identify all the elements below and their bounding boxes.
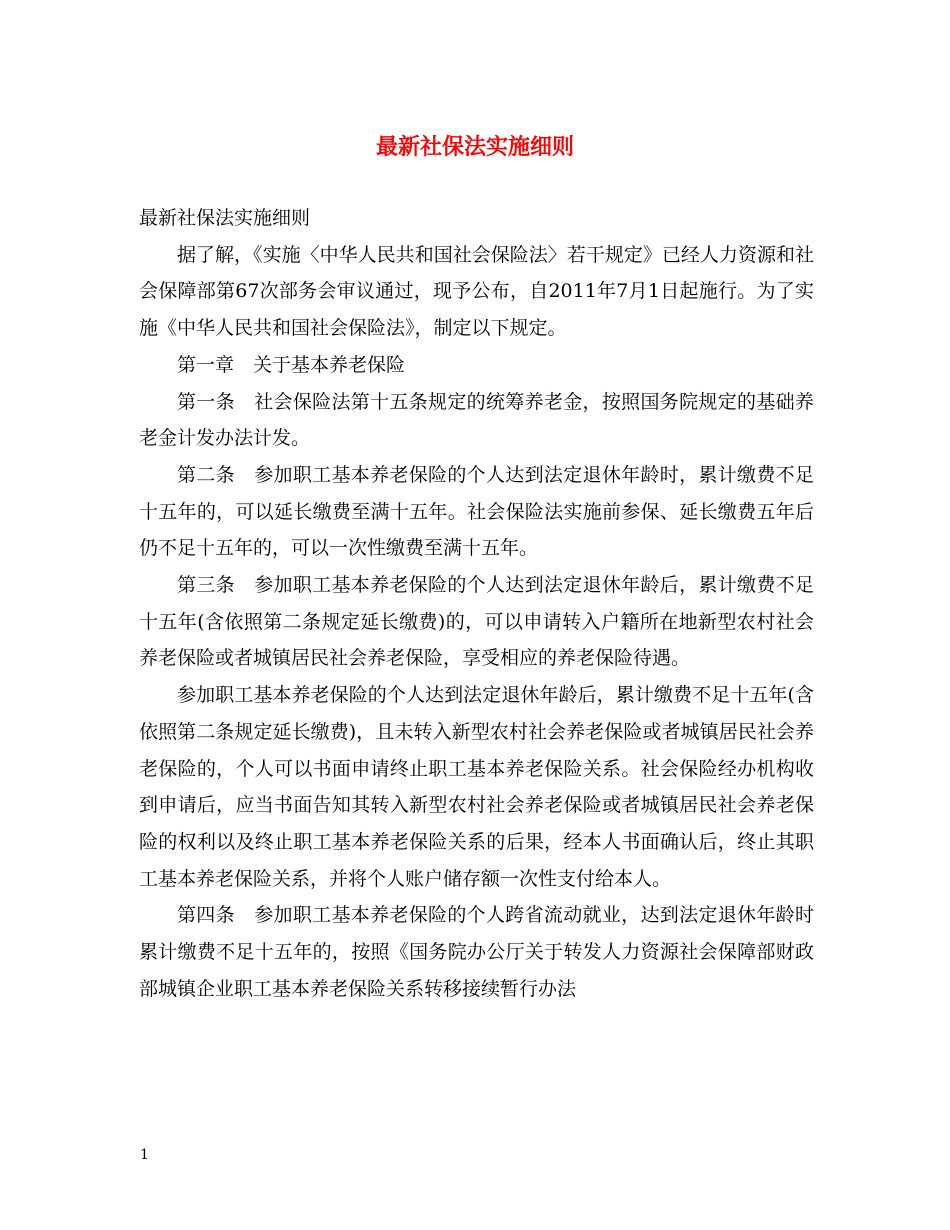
article-4: 第四条 参加职工基本养老保险的个人跨省流动就业，达到法定退休年龄时累计缴费不足十五年的，按照《国务院办公厅关于转发人力资源社会保障部财政部城镇企业职工基本养老保险关系转移接续暂行办法 bbox=[139, 904, 814, 1000]
article-2: 第二条 参加职工基本养老保险的个人达到法定退休年龄时，累计缴费不足十五年的，可以延长缴费至满十五年。社会保险法实施前参保、延长缴费五年后仍不足十五年的，可以一次性缴费至满十五年。 bbox=[139, 463, 814, 560]
page-number: 1 bbox=[140, 1147, 149, 1163]
paragraph-intro: 据了解，《实施〈中华人民共和国社会保险法〉若干规定》已经人力资源和社会保障部第67次部务会审议通过，现予公布，自2011年7月1日起施行。为了实施《中华人民共和国社会保险法》，制定以下规定。 bbox=[139, 243, 814, 340]
document-title: 最新社保法实施细则 bbox=[375, 134, 574, 160]
document-subtitle: 最新社保法实施细则 bbox=[139, 207, 311, 229]
document-body bbox=[139, 200, 814, 1007]
chapter-heading: 第一章 关于基本养老保险 bbox=[177, 353, 406, 376]
article-3-continued: 参加职工基本养老保险的个人达到法定退休年龄后，累计缴费不足十五年(含依照第二条规定延长缴费)，且未转入新型农村社会养老保险或者城镇居民社会养老保险的，个人可以书面申请终止职工基本养老保险关系。社会保险经办机构收到申请后，应当书面告知其转入新型农村社会养老保险或者城镇居民社会养老保险的权利以及终止职工基本养老保险关系的后果，经本人书面确认后，终止其职工基本养老保险关系，并将个人账户储存额一次性支付给本人。 bbox=[139, 684, 814, 890]
article-1: 第一条 社会保险法第十五条规定的统筹养老金，按照国务院规定的基础养老金计发办法计发。 bbox=[139, 390, 814, 450]
article-3: 第三条 参加职工基本养老保险的个人达到法定退休年龄后，累计缴费不足十五年(含依照第二条规定延长缴费)的，可以申请转入户籍所在地新型农村社会养老保险或者城镇居民社会养老保险，享受相应的养老保险待遇。 bbox=[139, 574, 814, 670]
